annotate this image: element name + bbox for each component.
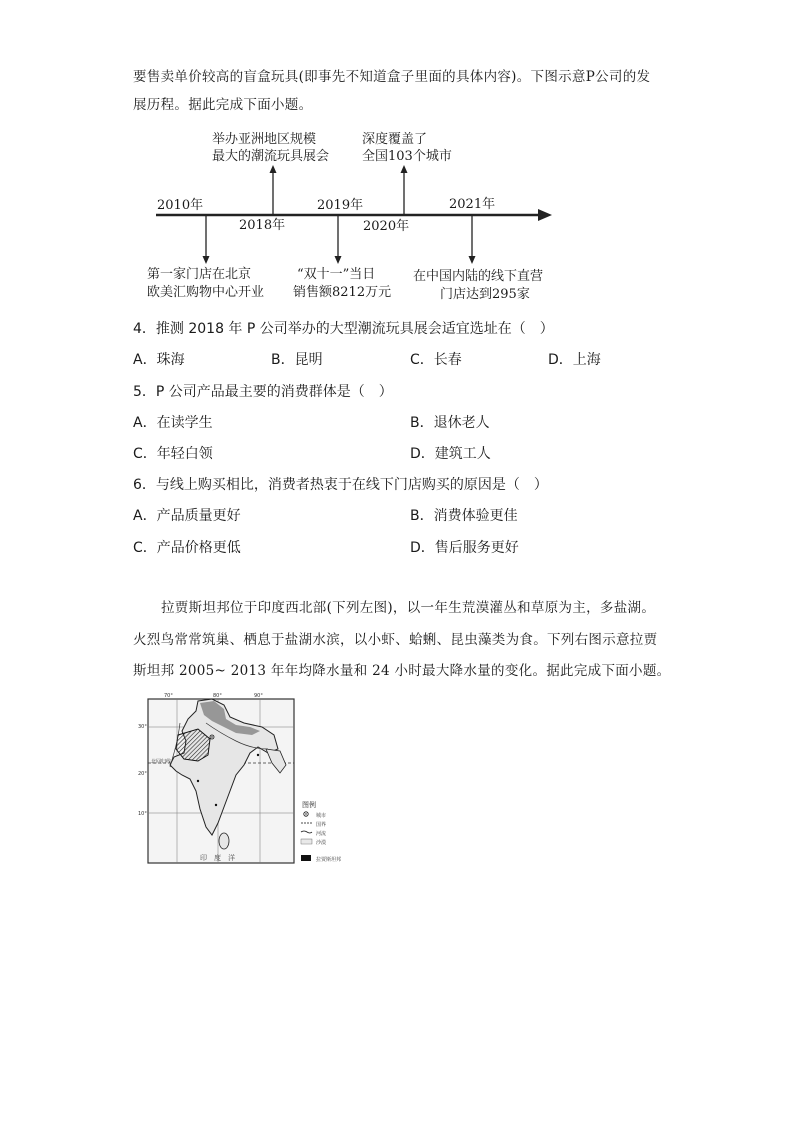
- q6-option-a: A．产品质量更好: [133, 508, 241, 524]
- q5-option-a: A．在读学生: [133, 415, 213, 431]
- q5-option-d: D．建筑工人: [410, 446, 491, 462]
- lat-label-30: 30°: [138, 724, 147, 730]
- q5-option-b: B．退休老人: [410, 415, 490, 431]
- event-2021-line-1: 在中国内陆的线下直营: [413, 269, 544, 284]
- year-label-2019: 2019年: [317, 198, 364, 213]
- legend-river: 河流: [316, 831, 327, 837]
- q6-option-c: C．产品价格更低: [133, 540, 241, 556]
- year-label-2018: 2018年: [239, 218, 286, 233]
- legend-desert: 沙漠: [316, 840, 327, 846]
- passage2-line-3: 斯坦邦 2005~ 2013 年年均降水量和 24 小时最大降水量的变化。据此完成下面小题。: [133, 663, 671, 679]
- event-2021-line-2: 门店达到295家: [440, 287, 530, 302]
- event-2019-line-2: 销售额8212万元: [293, 285, 392, 300]
- question-5-stem: 5．P 公司产品最主要的消费群体是（ ）: [133, 384, 393, 400]
- year-label-2020: 2020年: [363, 219, 410, 234]
- india-map: [140, 693, 300, 865]
- city-marker: [257, 754, 259, 756]
- event-2018-line-2: 最大的潮流玩具展会: [212, 149, 330, 164]
- lat-label-20: 20°: [138, 771, 147, 777]
- legend-border: 国界: [316, 822, 327, 828]
- legend-title: 图例: [302, 801, 316, 809]
- legend-city: 城市: [316, 813, 327, 819]
- lon-label-90: 90°: [254, 693, 263, 699]
- q4-option-a: A．珠海: [133, 352, 185, 368]
- q5-option-c: C．年轻白领: [133, 446, 213, 462]
- city-marker: [197, 780, 199, 782]
- q4-option-b: B．昆明: [271, 352, 323, 368]
- lon-label-70: 70°: [164, 693, 173, 699]
- q6-option-d: D．售后服务更好: [410, 540, 519, 556]
- intro-line-1: 要售卖单价较高的盲盒玩具(即事先不知道盒子里面的具体内容)。下图示意P公司的发: [133, 69, 651, 85]
- year-label-2021: 2021年: [449, 197, 496, 212]
- sea-label: 印 度 洋: [200, 854, 235, 862]
- passage2-line-2: 火烈鸟常常筑巢、栖息于盐湖水滨，以小虾、蛤蜊、昆虫藻类为食。下列右图示意拉贾: [133, 632, 658, 648]
- year-label-2010: 2010年: [157, 198, 204, 213]
- event-2020-line-1: 深度覆盖了: [362, 132, 428, 147]
- legend-rajasthan: 拉贾斯坦邦: [316, 857, 342, 863]
- event-2018-line-1: 举办亚洲地区规模: [212, 132, 317, 147]
- question-6-stem: 6．与线上购买相比，消费者热衷于在线下门店购买的原因是（ ）: [133, 477, 548, 493]
- lon-label-80: 80°: [213, 693, 222, 699]
- event-2010-line-1: 第一家门店在北京: [147, 267, 252, 282]
- lat-label-10: 10°: [138, 811, 147, 817]
- timeline-arrowhead: [538, 209, 552, 221]
- passage2-line-1: 拉贾斯坦邦位于印度西北部(下列左图)，以一年生荒漠灌丛和草原为主，多盐湖。: [161, 600, 656, 616]
- q4-option-d: D．上海: [548, 352, 601, 368]
- legend-symbols: [300, 811, 314, 865]
- city-marker: [215, 804, 217, 806]
- event-2020-line-2: 全国103个城市: [362, 149, 452, 164]
- q6-option-b: B．消费体验更佳: [410, 508, 518, 524]
- event-2010-line-2: 欧美汇购物中心开业: [147, 285, 265, 300]
- q4-option-c: C．长春: [410, 352, 462, 368]
- question-4-stem: 4．推测 2018 年 P 公司举办的大型潮流玩具展会适宜选址在（ ）: [133, 321, 554, 337]
- intro-line-2: 展历程。据此完成下面小题。: [133, 97, 313, 113]
- tropic-label: 北回归线: [151, 759, 172, 765]
- event-2019-line-1: “双十一”当日: [297, 267, 376, 282]
